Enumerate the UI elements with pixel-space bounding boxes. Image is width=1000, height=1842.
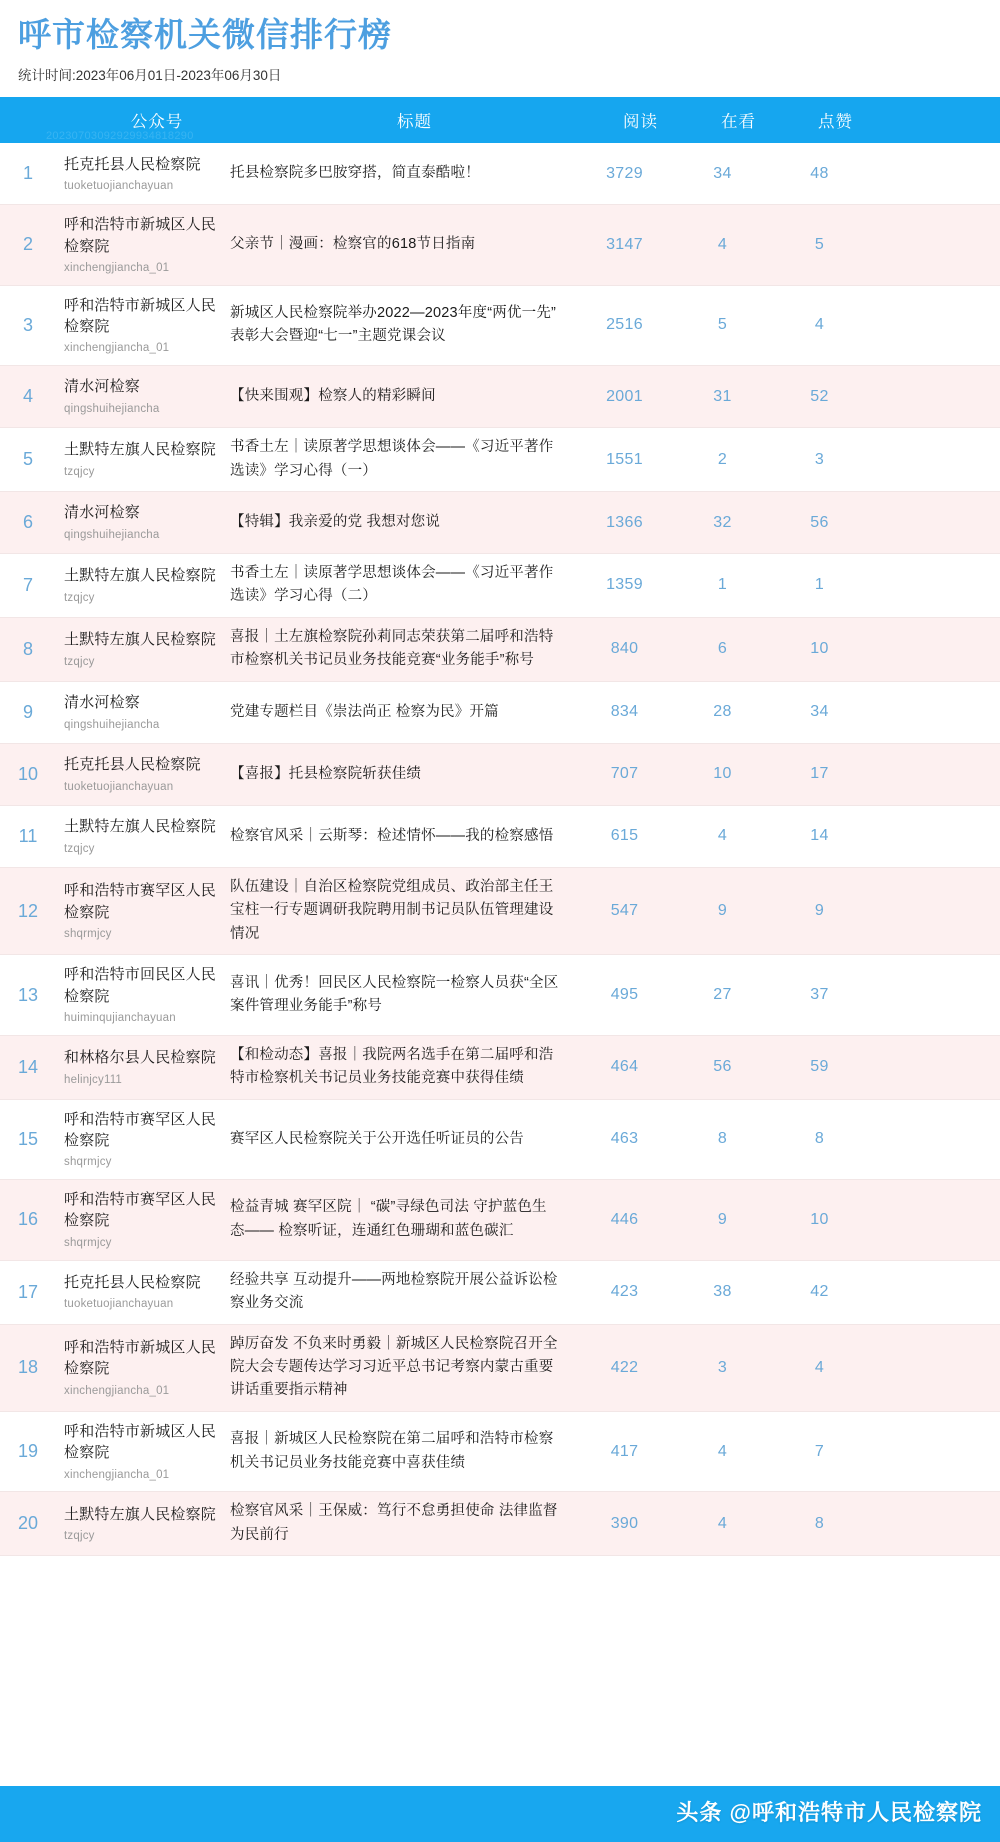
account-name: 清水河检察 (64, 378, 141, 396)
account-cell[interactable] (56, 620, 226, 678)
like-count: 52 (810, 387, 829, 405)
account-id: tzqjcy (64, 842, 95, 855)
column-header-title: 标题 (397, 113, 432, 132)
like-count: 7 (814, 1442, 825, 1460)
read-count: 463 (610, 1130, 639, 1148)
account-cell[interactable] (56, 430, 226, 488)
rank-number: 9 (22, 701, 33, 722)
like-count: 17 (810, 765, 829, 783)
table-row[interactable] (0, 428, 1000, 492)
account-cell[interactable] (56, 367, 226, 425)
rank-number: 14 (17, 1056, 39, 1077)
account-name: 土默特左旗人民检察院 (64, 567, 217, 585)
page-title: 呼市检察机关微信排行榜 (18, 16, 392, 53)
watching-count: 9 (717, 902, 728, 920)
table-row[interactable] (0, 1036, 1000, 1100)
rank-number: 10 (17, 763, 39, 784)
article-title[interactable]: 经验共享 互动提升——两地检察院开展公益诉讼检察业务交流 (230, 1271, 558, 1312)
account-id: tzqjcy (64, 655, 95, 668)
article-title[interactable]: 检益青城 赛罕区院｜ “碳”寻绿色司法 守护蓝色生态—— 检察听证，连通红色珊瑚和蓝色碳汇 (230, 1199, 547, 1239)
table-row[interactable] (0, 492, 1000, 554)
like-count: 9 (814, 902, 825, 920)
column-header-read: 阅读 (623, 113, 658, 132)
account-name: 呼和浩特市新城区人民检察院 (64, 296, 217, 335)
read-count: 707 (610, 765, 639, 783)
like-count: 42 (810, 1283, 829, 1301)
account-name: 呼和浩特市赛罕区人民检察院 (64, 882, 217, 921)
account-name: 呼和浩特市新城区人民检察院 (64, 1422, 217, 1462)
account-cell[interactable] (56, 1100, 226, 1179)
like-count: 3 (814, 450, 825, 468)
account-name: 呼和浩特市赛罕区人民检察院 (64, 1110, 217, 1150)
like-count: 48 (810, 164, 829, 182)
article-title[interactable]: 父亲节｜漫画：检察官的618节日指南 (230, 236, 476, 253)
account-name: 土默特左旗人民检察院 (64, 818, 217, 836)
ranking-table-body (0, 143, 1000, 1556)
read-count: 3729 (606, 164, 643, 182)
account-cell[interactable] (56, 493, 226, 551)
table-row[interactable] (0, 205, 1000, 285)
read-count: 1359 (606, 576, 643, 594)
account-name: 呼和浩特市赛罕区人民检察院 (64, 1191, 217, 1230)
read-count: 495 (610, 986, 639, 1004)
watching-count: 8 (717, 1130, 728, 1148)
article-title[interactable]: 新城区人民检察院举办2022—2023年度“两优一先”表彰大会暨迎“七一”主题党课会议 (230, 304, 557, 345)
article-title[interactable]: 书香土左｜读原著学思想谈体会——《习近平著作选读》学习心得（二） (230, 565, 554, 605)
account-cell[interactable] (56, 556, 226, 614)
account-id: shqrmjcy (64, 928, 112, 941)
rank-number: 4 (22, 386, 33, 407)
account-id: xinchengjiancha_01 (64, 1468, 170, 1481)
account-id: tzqjcy (64, 1530, 95, 1543)
account-cell[interactable] (56, 683, 226, 741)
rank-number: 19 (17, 1441, 39, 1462)
rank-number: 5 (22, 449, 33, 470)
watching-count: 6 (717, 640, 728, 658)
article-title[interactable]: 书香土左｜读原著学思想谈体会——《习近平著作选读》学习心得（一） (230, 439, 554, 479)
account-cell[interactable] (56, 1180, 226, 1259)
rank-number: 6 (22, 512, 33, 532)
rank-number: 18 (17, 1357, 39, 1378)
article-title[interactable]: 托县检察院多巴胺穿搭，简直泰酷啦！ (230, 165, 480, 181)
watching-count: 56 (713, 1058, 732, 1076)
article-title[interactable]: 党建专题栏目《崇法尚正 检察为民》开篇 (230, 703, 499, 720)
read-count: 547 (610, 902, 639, 920)
account-id: qingshuihejiancha (64, 528, 160, 541)
like-count: 1 (814, 576, 825, 594)
rank-number: 20 (17, 1513, 39, 1534)
read-count: 446 (610, 1210, 639, 1228)
account-id: qingshuihejiancha (64, 718, 160, 731)
watching-count: 28 (713, 703, 732, 721)
read-count: 834 (610, 703, 639, 721)
account-cell[interactable] (56, 955, 226, 1034)
table-row[interactable] (0, 744, 1000, 806)
account-name: 呼和浩特市回民区人民检察院 (64, 966, 217, 1005)
like-count: 59 (810, 1058, 829, 1076)
table-row[interactable] (0, 955, 1000, 1035)
account-cell[interactable] (56, 286, 226, 365)
rank-number: 2 (22, 234, 33, 255)
account-id: xinchengjiancha_01 (64, 1384, 170, 1397)
like-count: 34 (810, 703, 829, 721)
article-title[interactable]: 【快来围观】检察人的精彩瞬间 (230, 387, 436, 404)
account-name: 呼和浩特市新城区人民检察院 (64, 216, 217, 255)
account-name: 托克托县人民检察院 (64, 1273, 201, 1291)
table-row[interactable] (0, 868, 1000, 955)
account-id: shqrmjcy (64, 1156, 112, 1169)
table-row[interactable] (0, 286, 1000, 366)
table-row[interactable] (0, 1492, 1000, 1556)
like-count: 4 (814, 316, 825, 334)
column-header-watching: 在看 (721, 113, 756, 132)
read-count: 423 (610, 1283, 639, 1301)
table-row[interactable] (0, 1100, 1000, 1180)
read-count: 2001 (606, 387, 643, 405)
read-count: 422 (610, 1358, 639, 1376)
account-name: 呼和浩特市新城区人民检察院 (64, 1339, 217, 1378)
rank-number: 16 (17, 1209, 39, 1230)
read-count: 390 (610, 1514, 639, 1532)
statistics-period: 统计时间:2023年06月01日-2023年06月30日 (18, 68, 282, 84)
account-name: 托克托县人民检察院 (64, 155, 201, 173)
article-title[interactable]: 喜报｜新城区人民检察院在第二届呼和浩特市检察机关书记员业务技能竞赛中喜获佳绩 (230, 1431, 554, 1471)
table-row[interactable] (0, 1325, 1000, 1412)
account-id: helinjcy111 (64, 1073, 123, 1086)
account-name: 清水河检察 (64, 504, 141, 522)
table-row[interactable] (0, 1180, 1000, 1260)
table-row[interactable] (0, 806, 1000, 868)
account-cell[interactable] (56, 1412, 226, 1491)
article-title[interactable]: 【和检动态】喜报｜我院两名选手在第二届呼和浩特市检察机关书记员业务技能竞赛中获得佳绩 (230, 1046, 554, 1087)
article-title[interactable]: 赛罕区人民检察院关于公开选任听证员的公告 (230, 1130, 524, 1147)
watching-count: 1 (717, 576, 728, 594)
footer-watermark: 头条 @呼和浩特市人民检察院 (676, 1799, 982, 1825)
read-count: 3147 (606, 235, 643, 253)
rank-number: 17 (17, 1281, 39, 1302)
account-cell[interactable] (56, 871, 226, 950)
read-count: 464 (610, 1058, 639, 1076)
watching-count: 9 (717, 1210, 728, 1228)
account-name: 和林格尔县人民检察院 (64, 1049, 217, 1067)
watching-count: 4 (717, 1442, 728, 1460)
like-count: 8 (814, 1514, 825, 1532)
account-cell[interactable] (56, 1263, 226, 1321)
account-cell[interactable] (56, 1495, 226, 1553)
rank-number: 15 (17, 1128, 39, 1149)
account-cell[interactable] (56, 807, 226, 865)
rank-number: 3 (22, 314, 33, 335)
like-count: 37 (810, 986, 829, 1004)
account-cell[interactable] (56, 205, 226, 284)
watching-count: 38 (713, 1283, 732, 1301)
watching-count: 4 (717, 1514, 728, 1532)
rank-number: 8 (22, 638, 33, 659)
account-name: 托克托县人民检察院 (64, 756, 201, 774)
rank-number: 11 (18, 825, 38, 846)
account-id: xinchengjiancha_01 (64, 261, 170, 274)
article-title[interactable]: 【特辑】我亲爱的党 我想对您说 (230, 513, 441, 530)
read-count: 840 (610, 640, 639, 658)
watching-count: 32 (713, 513, 732, 531)
account-id: qingshuihejiancha (64, 402, 160, 415)
article-title[interactable]: 【喜报】托县检察院斩获佳绩 (230, 765, 422, 782)
account-name: 清水河检察 (64, 694, 141, 712)
table-header-row (0, 97, 1000, 143)
like-count: 14 (810, 827, 829, 845)
account-name: 土默特左旗人民检察院 (64, 1505, 217, 1523)
title-block (0, 0, 1000, 84)
rank-number: 7 (22, 574, 33, 595)
account-name: 土默特左旗人民检察院 (64, 631, 217, 649)
table-row[interactable] (0, 1412, 1000, 1492)
read-count: 2516 (606, 316, 643, 334)
account-id: tuoketuojianchayuan (64, 180, 174, 192)
account-id: shqrmjcy (64, 1236, 112, 1249)
table-row[interactable] (0, 682, 1000, 744)
column-header-account: 公众号 (130, 113, 184, 132)
rank-number: 13 (17, 984, 39, 1005)
read-count: 1551 (606, 450, 643, 468)
article-title[interactable]: 喜报｜土左旗检察院孙莉同志荣获第二届呼和浩特市检察机关书记员业务技能竞赛“业务能手”称号 (230, 628, 554, 669)
account-cell[interactable] (56, 1038, 226, 1096)
read-count: 1366 (606, 513, 643, 531)
column-header-like: 点赞 (818, 113, 853, 132)
table-row[interactable] (0, 366, 1000, 428)
article-title[interactable]: 检察官风采｜王保威：笃行不怠勇担使命 法律监督为民前行 (230, 1503, 558, 1543)
watching-count: 10 (713, 765, 732, 783)
account-id: huiminqujianchayuan (64, 1011, 176, 1024)
account-cell[interactable] (56, 745, 226, 803)
rank-number: 1 (22, 163, 33, 184)
account-cell[interactable] (56, 145, 226, 203)
like-count: 5 (814, 235, 825, 253)
watching-count: 2 (717, 450, 728, 468)
table-row[interactable] (0, 143, 1000, 205)
table-row[interactable] (0, 1261, 1000, 1325)
account-id: tzqjcy (64, 591, 95, 604)
watching-count: 27 (713, 986, 732, 1004)
account-id: tzqjcy (64, 465, 95, 478)
table-row[interactable] (0, 554, 1000, 618)
like-count: 10 (810, 1210, 829, 1228)
article-title[interactable]: 检察官风采｜云斯琴：检述情怀——我的检察感悟 (230, 827, 554, 844)
account-name: 土默特左旗人民检察院 (64, 441, 217, 459)
watermark-id: 20230703092929934818290 (46, 130, 194, 143)
account-id: xinchengjiancha_01 (64, 342, 170, 355)
article-title[interactable]: 踔厉奋发 不负来时勇毅｜新城区人民检察院召开全院大会专题传达学习习近平总书记考察内蒙古重要讲话重要指示精神 (230, 1335, 558, 1399)
watching-count: 3 (717, 1358, 728, 1376)
like-count: 4 (814, 1358, 825, 1376)
article-title[interactable]: 喜讯｜优秀！回民区人民检察院一检察人员获“全区案件管理业务能手”称号 (230, 974, 559, 1015)
account-id: tuoketuojianchayuan (64, 780, 174, 793)
account-id: tuoketuojianchayuan (64, 1298, 174, 1311)
watching-count: 31 (713, 387, 732, 405)
like-count: 10 (810, 640, 829, 658)
footer-bar (0, 1786, 1000, 1842)
article-title[interactable]: 队伍建设｜自治区检察院党组成员、政治部主任王宝柱一行专题调研我院聘用制书记员队伍管理建设情况 (230, 878, 554, 942)
like-count: 56 (810, 513, 829, 531)
rank-number: 12 (17, 900, 39, 921)
read-count: 615 (610, 827, 639, 845)
table-row[interactable] (0, 618, 1000, 682)
watching-count: 5 (717, 316, 728, 334)
watching-count: 4 (717, 827, 728, 845)
read-count: 417 (610, 1442, 639, 1460)
watching-count: 4 (717, 235, 728, 253)
like-count: 8 (814, 1130, 825, 1148)
watching-count: 34 (713, 164, 732, 182)
account-cell[interactable] (56, 1328, 226, 1407)
